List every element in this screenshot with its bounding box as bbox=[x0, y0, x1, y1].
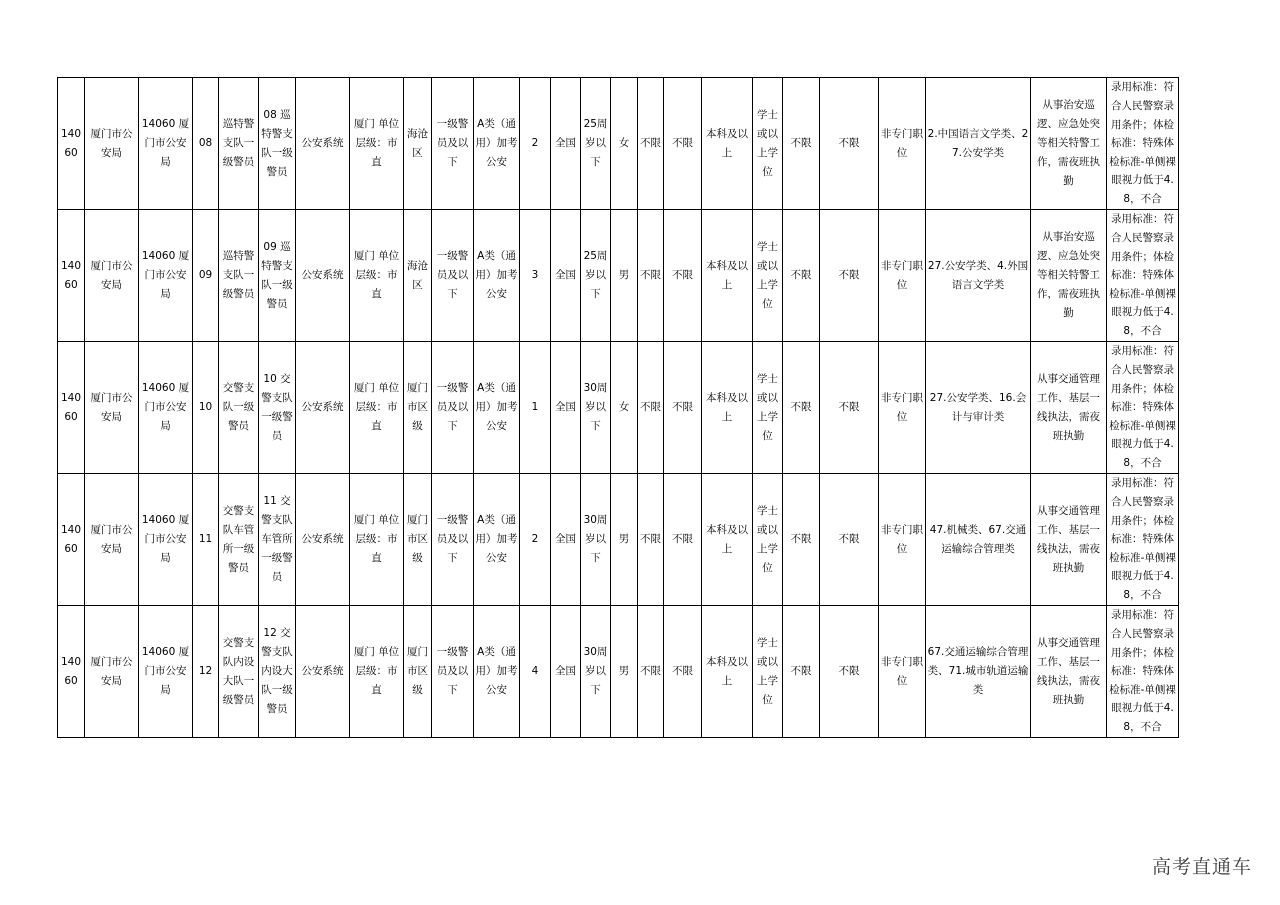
cell-code: 14060 bbox=[58, 606, 85, 738]
cell-system: 公安系统 bbox=[296, 606, 350, 738]
cell-degree: 学士或以上学位 bbox=[753, 342, 783, 474]
cell-other: 不限 bbox=[820, 342, 879, 474]
cell-rank: 一级警员及以下 bbox=[432, 78, 474, 210]
cell-age: 30周岁以下 bbox=[581, 606, 611, 738]
cell-degree: 学士或以上学位 bbox=[753, 210, 783, 342]
cell-gender: 女 bbox=[611, 342, 638, 474]
cell-code: 14060 bbox=[58, 210, 85, 342]
cell-remark: 录用标准：符合人民警察录用条件；体检标准：特殊体检标准-单侧裸眼视力低于4.8，不合 bbox=[1107, 342, 1179, 474]
cell-code: 14060 bbox=[58, 78, 85, 210]
cell-job-name: 交警支队车管所一级警员 bbox=[219, 474, 259, 606]
cell-area: 厦门市区级 bbox=[404, 606, 432, 738]
cell-degree: 学士或以上学位 bbox=[753, 606, 783, 738]
cell-scope: 全国 bbox=[551, 342, 581, 474]
cell-education: 本科及以上 bbox=[702, 210, 753, 342]
cell-other: 不限 bbox=[820, 474, 879, 606]
cell-exam-type: A类（通用）加考公安 bbox=[474, 606, 520, 738]
cell-ethnicity: 不限 bbox=[638, 78, 664, 210]
cell-notes: 从事治安巡逻、应急处突等相关特警工作，需夜班执勤 bbox=[1031, 78, 1107, 210]
cell-unit: 厦门市公安局 bbox=[85, 474, 139, 606]
cell-rank: 一级警员及以下 bbox=[432, 210, 474, 342]
cell-age: 30周岁以下 bbox=[581, 474, 611, 606]
cell-education: 本科及以上 bbox=[702, 78, 753, 210]
cell-unit-level: 厦门 单位层级：市直 bbox=[350, 474, 404, 606]
table-row bbox=[58, 606, 1179, 738]
cell-remark: 录用标准：符合人民警察录用条件；体检标准：特殊体检标准-单侧裸眼视力低于4.8，不合 bbox=[1107, 606, 1179, 738]
cell-area: 海沧区 bbox=[404, 210, 432, 342]
cell-degree: 学士或以上学位 bbox=[753, 474, 783, 606]
cell-gender: 男 bbox=[611, 606, 638, 738]
cell-area: 厦门市区级 bbox=[404, 474, 432, 606]
cell-politics: 不限 bbox=[664, 78, 702, 210]
cell-job-no: 11 bbox=[193, 474, 219, 606]
cell-position-type: 非专门职位 bbox=[879, 474, 926, 606]
cell-ethnicity: 不限 bbox=[638, 474, 664, 606]
table-body bbox=[58, 78, 1179, 738]
cell-job-title: 10 交警支队一级警员 bbox=[259, 342, 296, 474]
cell-job-name: 巡特警支队一级警员 bbox=[219, 78, 259, 210]
cell-job-no: 10 bbox=[193, 342, 219, 474]
cell-scope: 全国 bbox=[551, 78, 581, 210]
cell-position-type: 非专门职位 bbox=[879, 342, 926, 474]
cell-unit-full: 14060 厦门市公安局 bbox=[139, 210, 193, 342]
cell-exam-type: A类（通用）加考公安 bbox=[474, 210, 520, 342]
cell-age: 30周岁以下 bbox=[581, 342, 611, 474]
cell-unit-level: 厦门 单位层级：市直 bbox=[350, 210, 404, 342]
cell-ethnicity: 不限 bbox=[638, 342, 664, 474]
cell-area: 海沧区 bbox=[404, 78, 432, 210]
cell-count: 2 bbox=[520, 474, 551, 606]
cell-age: 25周岁以下 bbox=[581, 78, 611, 210]
cell-code: 14060 bbox=[58, 474, 85, 606]
cell-unit: 厦门市公安局 bbox=[85, 78, 139, 210]
cell-experience: 不限 bbox=[783, 606, 820, 738]
cell-experience: 不限 bbox=[783, 210, 820, 342]
cell-ethnicity: 不限 bbox=[638, 210, 664, 342]
cell-unit-full: 14060 厦门市公安局 bbox=[139, 342, 193, 474]
cell-unit: 厦门市公安局 bbox=[85, 210, 139, 342]
cell-exam-type: A类（通用）加考公安 bbox=[474, 342, 520, 474]
cell-position-type: 非专门职位 bbox=[879, 606, 926, 738]
cell-degree: 学士或以上学位 bbox=[753, 78, 783, 210]
cell-major: 67.交通运输综合管理类、71.城市轨道运输类 bbox=[926, 606, 1031, 738]
cell-unit-full: 14060 厦门市公安局 bbox=[139, 606, 193, 738]
cell-system: 公安系统 bbox=[296, 474, 350, 606]
cell-remark: 录用标准：符合人民警察录用条件；体检标准：特殊体检标准-单侧裸眼视力低于4.8，不合 bbox=[1107, 474, 1179, 606]
cell-rank: 一级警员及以下 bbox=[432, 474, 474, 606]
cell-area: 厦门市区级 bbox=[404, 342, 432, 474]
cell-education: 本科及以上 bbox=[702, 474, 753, 606]
table-row bbox=[58, 342, 1179, 474]
cell-system: 公安系统 bbox=[296, 342, 350, 474]
cell-exam-type: A类（通用）加考公安 bbox=[474, 78, 520, 210]
cell-rank: 一级警员及以下 bbox=[432, 342, 474, 474]
cell-gender: 男 bbox=[611, 210, 638, 342]
cell-politics: 不限 bbox=[664, 474, 702, 606]
cell-job-name: 交警支队一级警员 bbox=[219, 342, 259, 474]
cell-age: 25周岁以下 bbox=[581, 210, 611, 342]
cell-rank: 一级警员及以下 bbox=[432, 606, 474, 738]
cell-other: 不限 bbox=[820, 606, 879, 738]
cell-major: 2.中国语言文学类、27.公安学类 bbox=[926, 78, 1031, 210]
table-row bbox=[58, 210, 1179, 342]
cell-job-name: 交警支队内设大队一级警员 bbox=[219, 606, 259, 738]
cell-education: 本科及以上 bbox=[702, 606, 753, 738]
cell-other: 不限 bbox=[820, 78, 879, 210]
cell-politics: 不限 bbox=[664, 606, 702, 738]
cell-unit-level: 厦门 单位层级：市直 bbox=[350, 342, 404, 474]
cell-unit-level: 厦门 单位层级：市直 bbox=[350, 78, 404, 210]
cell-notes: 从事交通管理工作、基层一线执法，需夜班执勤 bbox=[1031, 606, 1107, 738]
cell-job-title: 08 巡特警支队一级警员 bbox=[259, 78, 296, 210]
cell-count: 2 bbox=[520, 78, 551, 210]
cell-unit: 厦门市公安局 bbox=[85, 606, 139, 738]
cell-notes: 从事交通管理工作、基层一线执法，需夜班执勤 bbox=[1031, 474, 1107, 606]
cell-job-no: 08 bbox=[193, 78, 219, 210]
cell-unit-level: 厦门 单位层级：市直 bbox=[350, 606, 404, 738]
cell-major: 47.机械类、67.交通运输综合管理类 bbox=[926, 474, 1031, 606]
watermark-text: 高考直通车 bbox=[1151, 856, 1252, 878]
cell-job-title: 09 巡特警支队一级警员 bbox=[259, 210, 296, 342]
cell-count: 1 bbox=[520, 342, 551, 474]
cell-education: 本科及以上 bbox=[702, 342, 753, 474]
cell-count: 3 bbox=[520, 210, 551, 342]
table-row bbox=[58, 78, 1179, 210]
cell-other: 不限 bbox=[820, 210, 879, 342]
cell-major: 27.公安学类、16.会计与审计类 bbox=[926, 342, 1031, 474]
cell-job-no: 09 bbox=[193, 210, 219, 342]
cell-position-type: 非专门职位 bbox=[879, 210, 926, 342]
cell-experience: 不限 bbox=[783, 78, 820, 210]
cell-politics: 不限 bbox=[664, 342, 702, 474]
cell-system: 公安系统 bbox=[296, 78, 350, 210]
cell-job-title: 11 交警支队车管所一级警员 bbox=[259, 474, 296, 606]
cell-ethnicity: 不限 bbox=[638, 606, 664, 738]
table-row bbox=[58, 474, 1179, 606]
cell-scope: 全国 bbox=[551, 474, 581, 606]
cell-gender: 女 bbox=[611, 78, 638, 210]
cell-job-title: 12 交警支队内设大队一级警员 bbox=[259, 606, 296, 738]
cell-exam-type: A类（通用）加考公安 bbox=[474, 474, 520, 606]
cell-job-no: 12 bbox=[193, 606, 219, 738]
cell-position-type: 非专门职位 bbox=[879, 78, 926, 210]
cell-experience: 不限 bbox=[783, 474, 820, 606]
cell-politics: 不限 bbox=[664, 210, 702, 342]
cell-job-name: 巡特警支队一级警员 bbox=[219, 210, 259, 342]
cell-remark: 录用标准：符合人民警察录用条件；体检标准：特殊体检标准-单侧裸眼视力低于4.8，不合 bbox=[1107, 210, 1179, 342]
cell-notes: 从事交通管理工作、基层一线执法，需夜班执勤 bbox=[1031, 342, 1107, 474]
cell-gender: 男 bbox=[611, 474, 638, 606]
cell-experience: 不限 bbox=[783, 342, 820, 474]
cell-system: 公安系统 bbox=[296, 210, 350, 342]
cell-unit-full: 14060 厦门市公安局 bbox=[139, 474, 193, 606]
cell-remark: 录用标准：符合人民警察录用条件；体检标准：特殊体检标准-单侧裸眼视力低于4.8，不合 bbox=[1107, 78, 1179, 210]
cell-scope: 全国 bbox=[551, 606, 581, 738]
cell-scope: 全国 bbox=[551, 210, 581, 342]
cell-unit: 厦门市公安局 bbox=[85, 342, 139, 474]
cell-unit-full: 14060 厦门市公安局 bbox=[139, 78, 193, 210]
recruitment-table bbox=[57, 77, 1179, 738]
cell-count: 4 bbox=[520, 606, 551, 738]
cell-notes: 从事治安巡逻、应急处突等相关特警工作，需夜班执勤 bbox=[1031, 210, 1107, 342]
cell-major: 27.公安学类、4.外国语言文学类 bbox=[926, 210, 1031, 342]
cell-code: 14060 bbox=[58, 342, 85, 474]
